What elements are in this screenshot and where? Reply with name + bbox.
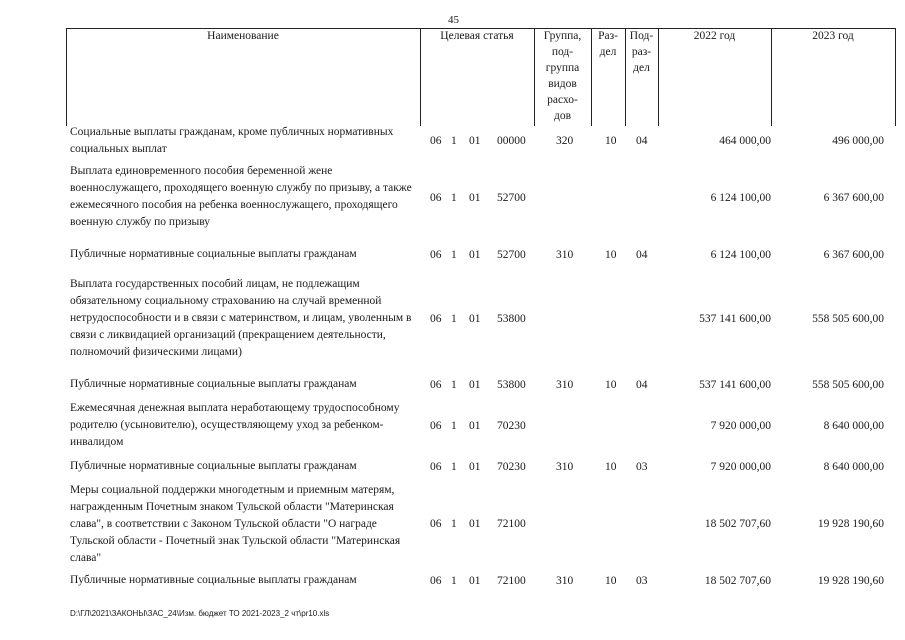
code-direction: 70230 [497, 461, 526, 473]
page-number: 45 [448, 14, 459, 26]
amount-2023: 558 505 600,00 [812, 313, 884, 325]
header-2022: 2022 год [693, 30, 736, 42]
amount-2022: 7 920 000,00 [710, 420, 771, 432]
code-event: 01 [469, 249, 481, 261]
file-path-footer: D:\ГЛ\2021\ЗАКОНЫ\ЗАС_24\Изм. бюджет ТО 2021-2023_2 чт\pr10.xls [70, 609, 330, 618]
header-2023: 2023 год [812, 30, 854, 42]
code-event: 01 [469, 461, 481, 473]
code-direction: 72100 [497, 575, 526, 587]
razdel-code: 10 [605, 135, 617, 147]
code-event: 01 [469, 420, 481, 432]
amount-2022: 7 920 000,00 [710, 461, 771, 473]
code-subprogram: 1 [451, 249, 457, 261]
code-event: 01 [469, 379, 481, 391]
razdel-code: 10 [605, 249, 617, 261]
amount-2023: 19 928 190,60 [817, 575, 884, 587]
code-program: 06 [430, 575, 442, 587]
code-event: 01 [469, 518, 481, 530]
group-code: 320 [556, 135, 574, 147]
amount-2023: 6 367 600,00 [823, 192, 884, 204]
amount-2022: 18 502 707,60 [704, 518, 771, 530]
header-razdel: Раз- дел [598, 30, 618, 58]
row-name: Ежемесячная денежная выплата неработающему трудоспособному родителю (усыновителю), осуществляющему уход за ребенком-инвалидом [70, 402, 400, 448]
podrazdel-code: 04 [636, 249, 648, 261]
row-name: Социальные выплаты гражданам, кроме публичных нормативных социальных выплат [70, 126, 394, 155]
code-direction: 00000 [497, 135, 526, 147]
header-name: Наименование [207, 30, 279, 42]
row-name: Выплата единовременного пособия беременной жене военнослужащего, проходящего военную службу по призыву, а также ежемесячного пособия на ребенка военнослужащего, проходящего военную службу по призыву [70, 165, 412, 228]
code-subprogram: 1 [451, 192, 457, 204]
code-direction: 52700 [497, 192, 526, 204]
podrazdel-code: 04 [636, 135, 648, 147]
amount-2023: 8 640 000,00 [823, 461, 884, 473]
code-program: 06 [430, 379, 442, 391]
amount-2022: 6 124 100,00 [710, 192, 771, 204]
amount-2023: 6 367 600,00 [823, 249, 884, 261]
code-event: 01 [469, 192, 481, 204]
code-event: 01 [469, 313, 481, 325]
amount-2023: 558 505 600,00 [812, 379, 884, 391]
header-target-article: Целевая статья [440, 30, 514, 42]
group-code: 310 [556, 575, 574, 587]
header-group: Группа, под- группа видов расхо- дов [543, 30, 582, 122]
code-subprogram: 1 [451, 135, 457, 147]
razdel-code: 10 [605, 379, 617, 391]
code-direction: 53800 [497, 313, 526, 325]
code-event: 01 [469, 135, 481, 147]
razdel-code: 10 [605, 575, 617, 587]
code-direction: 70230 [497, 420, 526, 432]
podrazdel-code: 03 [636, 575, 648, 587]
group-code: 310 [556, 379, 574, 391]
code-program: 06 [430, 461, 442, 473]
code-subprogram: 1 [451, 420, 457, 432]
code-program: 06 [430, 192, 442, 204]
podrazdel-code: 04 [636, 379, 648, 391]
razdel-code: 10 [605, 461, 617, 473]
amount-2022: 537 141 600,00 [699, 313, 771, 325]
code-program: 06 [430, 249, 442, 261]
code-program: 06 [430, 135, 442, 147]
amount-2022: 464 000,00 [719, 135, 771, 147]
podrazdel-code: 03 [636, 461, 648, 473]
header-podrazdel: Под- раз- дел [629, 30, 654, 74]
code-subprogram: 1 [451, 461, 457, 473]
code-direction: 52700 [497, 249, 526, 261]
group-code: 310 [556, 461, 574, 473]
row-name: Публичные нормативные социальные выплаты гражданам [70, 574, 357, 586]
row-name: Меры социальной поддержки многодетным и приемным матерям, награжденным Почетным знаком Тульской области "Материнская слава", в соответствии с Законом Тульской области "О награде Тульской области - Почетный знак Тульской области "Материнская слава" [70, 484, 401, 564]
code-program: 06 [430, 313, 442, 325]
amount-2022: 537 141 600,00 [699, 379, 771, 391]
row-name: Выплата государственных пособий лицам, не подлежащим обязательному социальному страхованию на случай временной нетрудоспособности и в связи с материнством, и лицам, уволенным в связи с ликвидацией организаций (прекращением деятельности, полномочий физическими лицами) [70, 278, 412, 358]
row-name: Публичные нормативные социальные выплаты гражданам [70, 378, 357, 390]
amount-2023: 496 000,00 [832, 135, 884, 147]
code-subprogram: 1 [451, 575, 457, 587]
amount-2022: 18 502 707,60 [704, 575, 771, 587]
code-direction: 72100 [497, 518, 526, 530]
code-subprogram: 1 [451, 518, 457, 530]
amount-2023: 8 640 000,00 [823, 420, 884, 432]
row-name: Публичные нормативные социальные выплаты гражданам [70, 460, 357, 472]
code-subprogram: 1 [451, 379, 457, 391]
code-event: 01 [469, 575, 481, 587]
code-subprogram: 1 [451, 313, 457, 325]
code-program: 06 [430, 420, 442, 432]
row-name: Публичные нормативные социальные выплаты гражданам [70, 248, 357, 260]
amount-2022: 6 124 100,00 [710, 249, 771, 261]
table-header [66, 28, 895, 126]
code-direction: 53800 [497, 379, 526, 391]
group-code: 310 [556, 249, 574, 261]
code-program: 06 [430, 518, 442, 530]
amount-2023: 19 928 190,60 [817, 518, 884, 530]
